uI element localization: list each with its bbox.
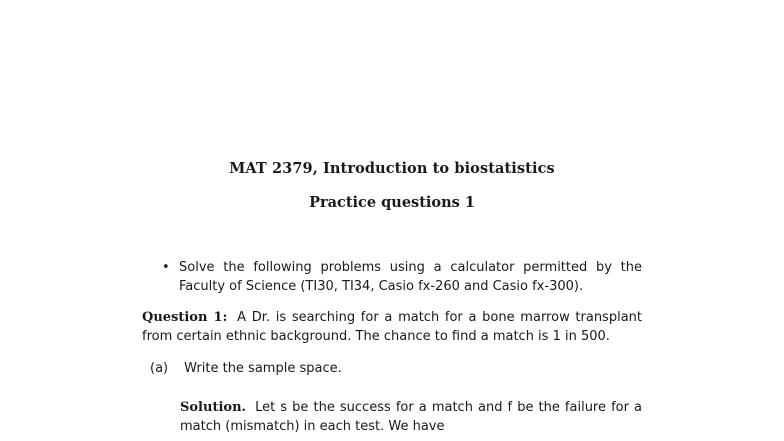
question-1 — [142, 308, 642, 346]
part-a-label: (a) — [150, 361, 169, 376]
solution-text: Let s be the success for a match and f be the failure for a match (mismatch) in each test. We have — [180, 400, 642, 434]
part-a — [150, 359, 640, 378]
document-subtitle: Practice questions 1 — [309, 194, 475, 211]
question-1-text: A Dr. is searching for a match for a bone marrow transplant from certain ethnic background. The chance to find a match is 1 in 500. — [142, 310, 642, 344]
bullet-icon: • — [162, 260, 170, 275]
solution-a — [180, 398, 642, 436]
solution-label: Solution. — [180, 400, 247, 415]
part-a-text: Write the sample space. — [184, 361, 342, 376]
instructions-text: Solve the following problems using a calculator permitted by the Faculty of Science (TI30, TI34, Casio fx-260 and Casio fx-300). — [179, 260, 642, 294]
instructions-bullet — [162, 258, 642, 296]
document-title: MAT 2379, Introduction to biostatistics — [229, 160, 555, 177]
question-1-label: Question 1: — [142, 310, 228, 325]
